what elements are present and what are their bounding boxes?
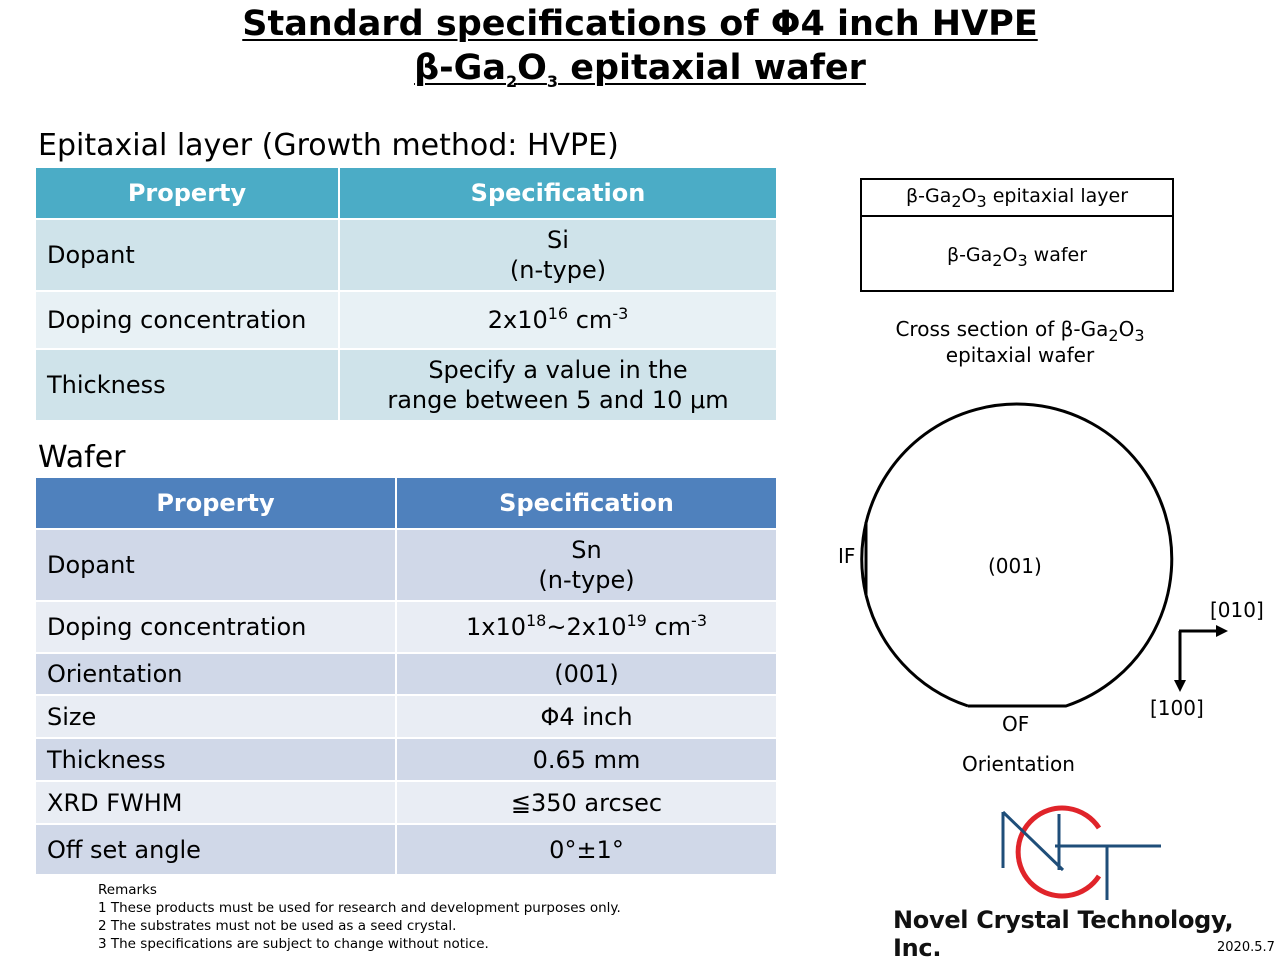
- remarks: [98, 881, 621, 953]
- page-title: [0, 2, 1280, 90]
- property-cell: Orientation: [35, 653, 396, 695]
- table-row: [35, 601, 777, 653]
- property-cell: Off set angle: [35, 824, 396, 875]
- remark-item: 2 The substrates must not be used as a seed crystal.: [98, 918, 457, 934]
- arrow-right-icon: [1216, 625, 1228, 637]
- header-specification: Specification: [396, 477, 777, 529]
- value-cell: 0.65 mm: [396, 738, 777, 781]
- remarks-heading: Remarks: [98, 882, 157, 898]
- document-date: 2020.5.7: [1217, 940, 1275, 955]
- wafer-orientation-diagram: [840, 395, 1280, 725]
- property-cell: Dopant: [35, 219, 339, 291]
- table-header-row: [35, 167, 777, 219]
- arrow-down-icon: [1174, 680, 1186, 692]
- orientation-center-label: (001): [988, 554, 1042, 578]
- value-cell: (001): [396, 653, 777, 695]
- title-line-1: Standard specifications of Φ4 inch HVPE: [242, 4, 1038, 44]
- table-row: [35, 781, 777, 824]
- table-row: [35, 219, 777, 291]
- value-cell: ≦350 arcsec: [396, 781, 777, 824]
- wafer-heading: Wafer: [38, 440, 126, 475]
- property-cell: Thickness: [35, 738, 396, 781]
- direction-100-label: [100]: [1150, 696, 1204, 720]
- value-cell: Sn (n-type): [396, 529, 777, 601]
- table-row: [35, 653, 777, 695]
- table-row: [35, 349, 777, 421]
- property-cell: Dopant: [35, 529, 396, 601]
- if-label: IF: [838, 544, 856, 568]
- wafer-layer-label: $\beta-Ga_2O_3$ wafer: [946, 244, 1088, 270]
- table-header-row: [35, 477, 777, 529]
- wafer-outline-lower: [866, 595, 968, 706]
- value-cell: $1x10^{18}\sim 2x10^{19}$ $cm^{-3}$: [396, 601, 777, 653]
- value-cell: 0°±1°: [396, 824, 777, 875]
- remark-item: 3 The specifications are subject to change without notice.: [98, 936, 489, 952]
- value-cell: Si (n-type): [339, 219, 777, 291]
- header-property: Property: [35, 477, 396, 529]
- company-logo: [995, 800, 1165, 902]
- property-cell: XRD FWHM: [35, 781, 396, 824]
- table-row: [35, 291, 777, 349]
- of-label: OF: [1002, 712, 1030, 736]
- table-row: [35, 695, 777, 738]
- cross-section-caption: Cross section of $\beta-Ga_2O_3$ epitaxial wafer: [895, 317, 1145, 367]
- epitaxial-layer-label: $\beta-Ga_2O_3$ epitaxial layer: [862, 180, 1172, 217]
- property-cell: Doping concentration: [35, 601, 396, 653]
- epitaxial-heading: Epitaxial layer (Growth method: HVPE): [38, 128, 619, 163]
- property-cell: Doping concentration: [35, 291, 339, 349]
- value-cell: Φ4 inch: [396, 695, 777, 738]
- title-line-2: $\beta-Ga_2O_3$ epitaxial wafer: [414, 48, 866, 91]
- table-row: [35, 529, 777, 601]
- value-cell: Specify a value in the range between 5 and 10 μm: [339, 349, 777, 421]
- table-row: [35, 824, 777, 875]
- value-cell: $2x10^{16}$ $cm^{-3}$: [339, 291, 777, 349]
- remark-item: 1 These products must be used for research and development purposes only.: [98, 900, 621, 916]
- epitaxial-spec-table: [34, 166, 778, 422]
- direction-010-label: [010]: [1210, 598, 1264, 622]
- header-property: Property: [35, 167, 339, 219]
- property-cell: Thickness: [35, 349, 339, 421]
- company-name: Novel Crystal Technology, Inc.: [893, 906, 1234, 962]
- header-specification: Specification: [339, 167, 777, 219]
- wafer-spec-table: [34, 476, 778, 876]
- property-cell: Size: [35, 695, 396, 738]
- table-row: [35, 738, 777, 781]
- orientation-caption: Orientation: [962, 752, 1075, 776]
- cross-section-diagram: [860, 178, 1174, 292]
